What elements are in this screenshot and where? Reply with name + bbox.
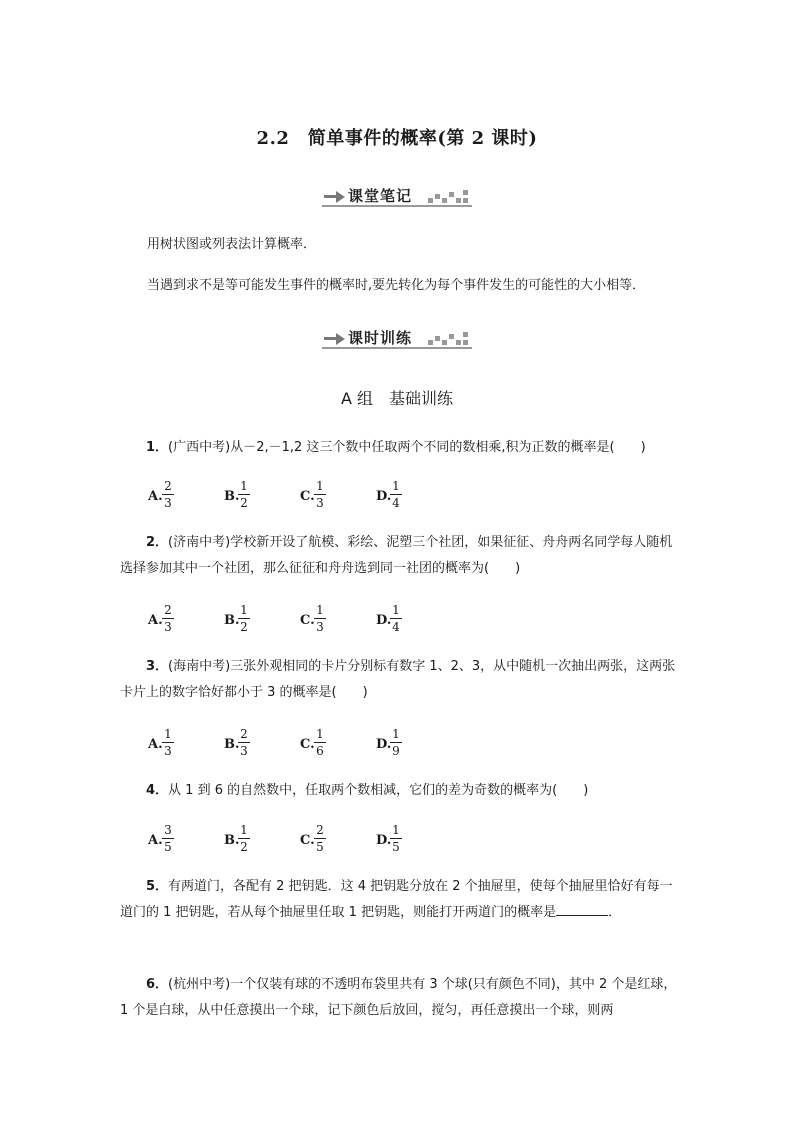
question-text: (杭州中考)一个仅装有球的不透明布袋里共有 3 个球(只有颜色不同)，其中 2 个是红球，1 个是白球，从中任意摸出一个球，记下颜色后放回，搅匀，再任意摸出一个球，则两 <box>120 977 677 1018</box>
question-number: 2． <box>146 535 169 550</box>
section-banner-label: 课时训练 <box>348 329 413 347</box>
question-text: 有两道门，各配有 2 把钥匙．这 4 把钥匙分放在 2 个抽屉里，使每个抽屉里恰好有每一道门的 1 把钥匙，若从每个抽屉里任取 1 把钥匙，则能打开两道门的概率是 <box>120 879 673 920</box>
question-text: (广西中考)从－2,－1,2 这三个数中任取两个不同的数相乘,积为正数的概率是( ) <box>168 440 646 455</box>
question-4 <box>120 778 680 804</box>
section-banner-notes <box>322 184 472 208</box>
section-banner-practice <box>322 326 472 350</box>
arrow-icon <box>324 190 346 202</box>
note-line: 当遇到求不是等可能发生事件的概率时,要先转化为每个事件发生的可能性的大小相等． <box>147 278 646 293</box>
arrow-icon <box>324 332 346 344</box>
divider <box>322 347 472 349</box>
divider <box>322 205 472 207</box>
question-number: 5． <box>146 879 169 894</box>
question-text: 从 1 到 6 的自然数中，任取两个数相减，它们的差为奇数的概率为( ) <box>168 783 589 798</box>
question-number: 1． <box>146 440 169 455</box>
question-number: 4． <box>146 783 169 798</box>
answer-blank[interactable] <box>556 901 608 916</box>
section-banner-label: 课堂笔记 <box>348 187 413 205</box>
group-title: A 组 基础训练 <box>340 389 454 408</box>
decorative-dots-icon <box>426 188 472 206</box>
question-text: (海南中考)三张外观相同的卡片分别标有数字 1、2、3，从中随机一次抽出两张，这两张卡片上的数字恰好都小于 3 的概率是( ) <box>120 659 676 700</box>
page-title: 2.2 简单事件的概率(第 2 课时) <box>256 128 538 149</box>
question-text: (济南中考)学校新开设了航模、彩绘、泥塑三个社团，如果征征、舟舟两名同学每人随机选择参加其中一个社团，那么征征和舟舟选到同一社团的概率为( ) <box>120 535 673 576</box>
question-tail: ． <box>608 905 622 920</box>
question-5 <box>120 874 680 926</box>
question-1 <box>120 435 680 461</box>
question-number: 3． <box>146 659 169 674</box>
question-2 <box>120 530 680 582</box>
note-line: 用树状图或列表法计算概率． <box>147 237 317 252</box>
decorative-dots-icon <box>426 330 472 348</box>
question-number: 6． <box>146 977 169 992</box>
question-6 <box>120 972 680 1024</box>
question-3 <box>120 654 680 706</box>
